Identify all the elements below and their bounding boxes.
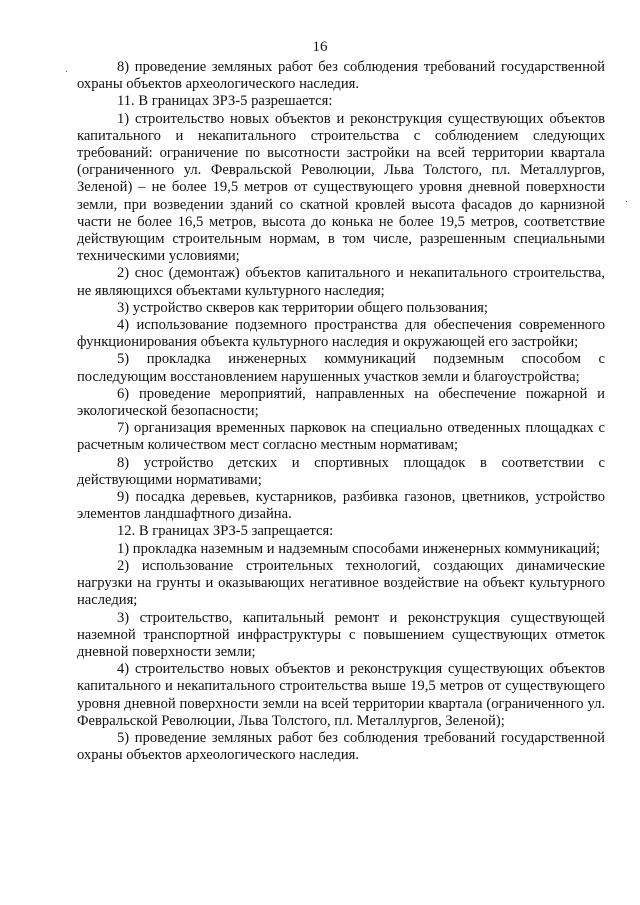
section-12-item-5: 5) проведение земляных работ без соблюдения требований государственной охраны объектов археологического наследия. [77, 729, 605, 764]
page-number: 16 [312, 39, 328, 55]
section-11-item-6: 6) проведение мероприятий, направленных на обеспечение пожарной и экологической безопасности; [77, 385, 605, 420]
section-11-item-7: 7) организация временных парковок на специально отведенных площадках с расчетным количеством мест согласно местным нормативам; [77, 420, 605, 454]
section-11-item-4: 4) использование подземного пространства для обеспечения современного функционирования объекта культурного наследия и окружающей его застройки; [77, 317, 605, 351]
section-12-item-4: 4) строительство новых объектов и реконструкция существующих объектов капитального и некапитального строительства выше 19,5 метров от существующего уровня дневной поверхности земли на всей территории квартала (ограниченного ул. Февральской Революции, Льва Толстого, пл. Металлургов, Зеленой); [77, 661, 605, 729]
section-12-item-2: 2) использование строительных технологий, создающих динамические нагрузки на грунты и оказывающих негативное воздействие на объект культурного наследия; [77, 557, 605, 609]
scan-speck [66, 71, 67, 72]
section-12-item-1: 1) прокладка наземным и надземным способами инженерных коммуникаций; [117, 540, 601, 557]
section-12-item-3: 3) строительство, капитальный ремонт и реконструкция существующей наземной транспортной инфраструктуры с повышением существующих отметок дневной поверхности земли; [77, 609, 605, 660]
section-11-item-3: 3) устройство скверов как территории общего пользования; [117, 299, 488, 316]
scan-speck [626, 201, 627, 202]
section-11-item-5: 5) прокладка инженерных коммуникаций подземным способом с последующим восстановлением нарушенных участков земли и благоустройства; [77, 351, 605, 385]
section-11-heading: 11. В границах ЗРЗ-5 разрешается: [117, 93, 333, 110]
section-11-item-9: 9) посадка деревьев, кустарников, разбивка газонов, цветников, устройство элементов ландшафтного дизайна. [77, 489, 605, 523]
section-11-item-2: 2) снос (демонтаж) объектов капитального и некапитального строительства, не являющихся объектами культурного наследия; [77, 265, 605, 299]
document-body [77, 59, 605, 764]
paragraph-item-8-prev-section: 8) проведение земляных работ без соблюдения требований государственной охраны объектов археологического наследия. [77, 59, 605, 93]
section-11-item-1: 1) строительство новых объектов и реконструкция существующих объектов капитального и некапитального строительства с соблюдением следующих требований: ограничение по высотности застройки на всей территории квартала (ограниченного ул. Февральской Революции, Льва Толстого, пл. Металлургов, Зеленой) – не более 19,5 метров от существующего уровня дневной поверхности земли, при возведении зданий со скатной кровлей высота фасадов до карнизной части не более 16,5 метров, высота до конька не более 19,5 метров, соответствие действующим строительным нормам, в том числе, разрешенным специальными техническими условиями; [77, 110, 605, 265]
section-12-heading: 12. В границах ЗРЗ-5 запрещается: [117, 523, 334, 540]
section-11-item-8: 8) устройство детских и спортивных площадок в соответствии с действующими нормативами; [77, 454, 605, 488]
